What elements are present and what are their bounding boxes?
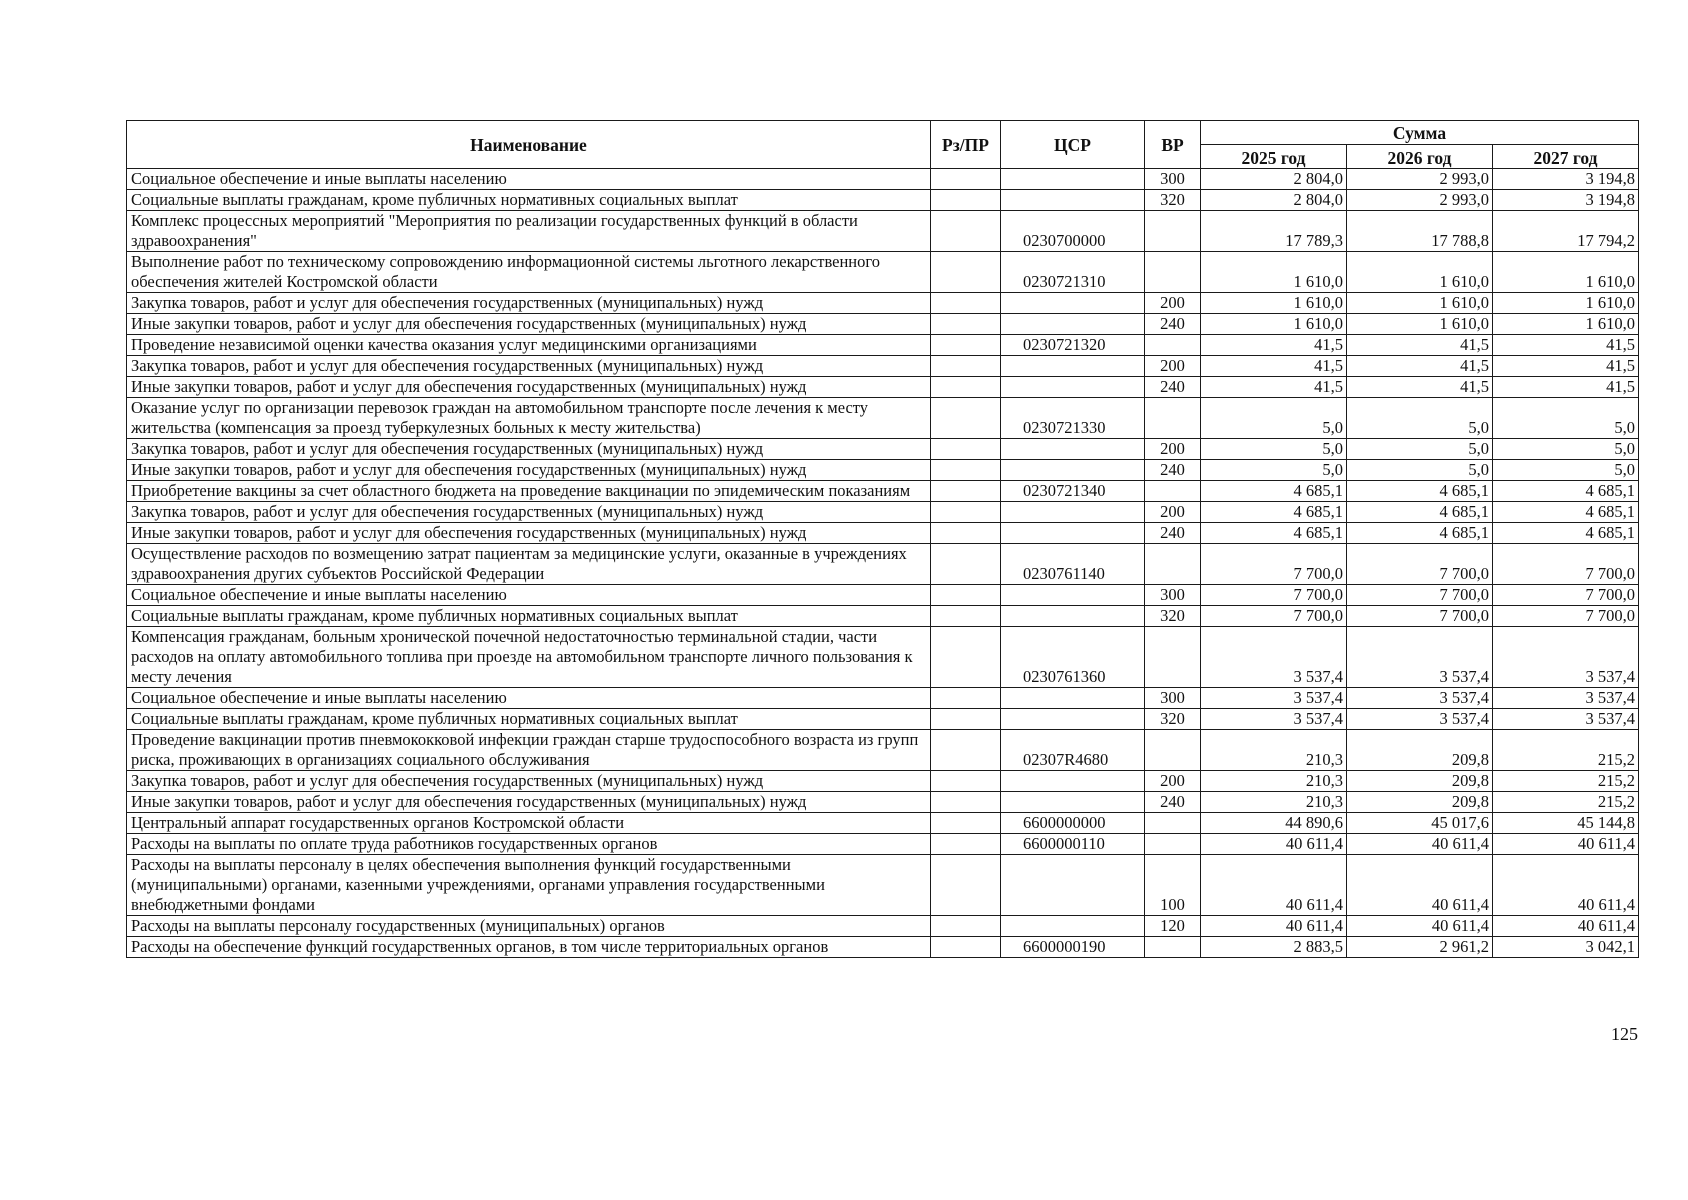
table-row [127, 937, 1639, 958]
cell-csr: 0230761360 [1001, 627, 1145, 688]
cell-csr: 0230761140 [1001, 544, 1145, 585]
cell-rz-pr [931, 190, 1001, 211]
cell-csr [1001, 792, 1145, 813]
cell-csr: 0230700000 [1001, 211, 1145, 252]
cell-csr: 0230721320 [1001, 335, 1145, 356]
cell-2026: 3 537,4 [1347, 709, 1493, 730]
cell-2025: 5,0 [1201, 439, 1347, 460]
cell-rz-pr [931, 398, 1001, 439]
header-csr: ЦСР [1001, 121, 1145, 169]
cell-rz-pr [931, 502, 1001, 523]
cell-2025: 2 804,0 [1201, 169, 1347, 190]
cell-2027: 41,5 [1493, 335, 1639, 356]
header-year-2027: 2027 год [1493, 145, 1639, 169]
table-row [127, 688, 1639, 709]
cell-2027: 5,0 [1493, 439, 1639, 460]
cell-vr [1145, 481, 1201, 502]
table-row [127, 916, 1639, 937]
cell-vr: 320 [1145, 606, 1201, 627]
cell-2026: 2 961,2 [1347, 937, 1493, 958]
cell-csr [1001, 523, 1145, 544]
table-row [127, 439, 1639, 460]
cell-2026: 40 611,4 [1347, 834, 1493, 855]
table-row [127, 252, 1639, 293]
cell-name: Закупка товаров, работ и услуг для обеспечения государственных (муниципальных) нужд [127, 502, 931, 523]
cell-2026: 4 685,1 [1347, 523, 1493, 544]
table-row [127, 544, 1639, 585]
cell-2025: 41,5 [1201, 335, 1347, 356]
cell-2026: 5,0 [1347, 460, 1493, 481]
cell-vr: 200 [1145, 293, 1201, 314]
cell-2026: 41,5 [1347, 356, 1493, 377]
cell-rz-pr [931, 730, 1001, 771]
header-year-2026: 2026 год [1347, 145, 1493, 169]
cell-2026: 2 993,0 [1347, 190, 1493, 211]
cell-2025: 3 537,4 [1201, 688, 1347, 709]
cell-vr [1145, 335, 1201, 356]
cell-2027: 4 685,1 [1493, 523, 1639, 544]
table-row [127, 211, 1639, 252]
table-row [127, 627, 1639, 688]
header-vr: ВР [1145, 121, 1201, 169]
table-row [127, 190, 1639, 211]
cell-2027: 3 537,4 [1493, 709, 1639, 730]
cell-2026: 41,5 [1347, 335, 1493, 356]
cell-csr [1001, 709, 1145, 730]
cell-2027: 40 611,4 [1493, 834, 1639, 855]
cell-vr: 100 [1145, 855, 1201, 916]
cell-2025: 41,5 [1201, 356, 1347, 377]
cell-rz-pr [931, 606, 1001, 627]
table-row [127, 293, 1639, 314]
cell-2025: 1 610,0 [1201, 252, 1347, 293]
cell-2026: 1 610,0 [1347, 314, 1493, 335]
cell-vr [1145, 813, 1201, 834]
table-row [127, 335, 1639, 356]
table-row [127, 585, 1639, 606]
cell-rz-pr [931, 627, 1001, 688]
cell-2026: 5,0 [1347, 398, 1493, 439]
cell-2027: 40 611,4 [1493, 916, 1639, 937]
cell-2025: 2 883,5 [1201, 937, 1347, 958]
cell-2027: 41,5 [1493, 356, 1639, 377]
cell-2027: 7 700,0 [1493, 544, 1639, 585]
cell-csr [1001, 771, 1145, 792]
table-row [127, 377, 1639, 398]
cell-name: Иные закупки товаров, работ и услуг для обеспечения государственных (муниципальных) нужд [127, 314, 931, 335]
cell-vr: 300 [1145, 688, 1201, 709]
cell-csr [1001, 377, 1145, 398]
cell-2027: 17 794,2 [1493, 211, 1639, 252]
cell-name: Компенсация гражданам, больным хронической почечной недостаточностью терминальной стадии, части расходов на оплату автомобильного топлива при проезде на автомобильном транспорте личного пользования к месту лечения [127, 627, 931, 688]
table-body [127, 169, 1639, 958]
cell-2025: 17 789,3 [1201, 211, 1347, 252]
table-row [127, 523, 1639, 544]
page-number: 125 [1611, 1024, 1638, 1044]
cell-rz-pr [931, 211, 1001, 252]
cell-rz-pr [931, 356, 1001, 377]
cell-name: Центральный аппарат государственных органов Костромской области [127, 813, 931, 834]
header-rz-pr: Рз/ПР [931, 121, 1001, 169]
cell-vr: 200 [1145, 502, 1201, 523]
cell-csr: 6600000110 [1001, 834, 1145, 855]
cell-2027: 45 144,8 [1493, 813, 1639, 834]
cell-2025: 4 685,1 [1201, 523, 1347, 544]
cell-vr [1145, 627, 1201, 688]
cell-csr [1001, 855, 1145, 916]
cell-vr: 240 [1145, 377, 1201, 398]
cell-2027: 3 194,8 [1493, 190, 1639, 211]
cell-name: Закупка товаров, работ и услуг для обеспечения государственных (муниципальных) нужд [127, 356, 931, 377]
cell-name: Расходы на выплаты по оплате труда работников государственных органов [127, 834, 931, 855]
header-year-2025: 2025 год [1201, 145, 1347, 169]
cell-name: Иные закупки товаров, работ и услуг для обеспечения государственных (муниципальных) нужд [127, 792, 931, 813]
cell-vr: 200 [1145, 356, 1201, 377]
cell-vr [1145, 252, 1201, 293]
cell-2025: 4 685,1 [1201, 502, 1347, 523]
cell-2025: 5,0 [1201, 460, 1347, 481]
cell-vr [1145, 730, 1201, 771]
cell-vr [1145, 834, 1201, 855]
cell-csr [1001, 169, 1145, 190]
cell-csr [1001, 293, 1145, 314]
cell-vr: 240 [1145, 314, 1201, 335]
table-row [127, 771, 1639, 792]
cell-csr [1001, 190, 1145, 211]
table-row [127, 356, 1639, 377]
cell-name: Иные закупки товаров, работ и услуг для обеспечения государственных (муниципальных) нужд [127, 460, 931, 481]
cell-csr: 0230721330 [1001, 398, 1145, 439]
cell-rz-pr [931, 523, 1001, 544]
cell-csr [1001, 439, 1145, 460]
cell-name: Приобретение вакцины за счет областного бюджета на проведение вакцинации по эпидемическим показаниям [127, 481, 931, 502]
cell-2025: 44 890,6 [1201, 813, 1347, 834]
cell-2025: 40 611,4 [1201, 916, 1347, 937]
cell-2025: 40 611,4 [1201, 855, 1347, 916]
cell-2026: 7 700,0 [1347, 585, 1493, 606]
cell-2026: 3 537,4 [1347, 688, 1493, 709]
cell-vr: 200 [1145, 771, 1201, 792]
cell-rz-pr [931, 937, 1001, 958]
cell-2027: 40 611,4 [1493, 855, 1639, 916]
cell-csr [1001, 460, 1145, 481]
cell-rz-pr [931, 169, 1001, 190]
cell-name: Расходы на обеспечение функций государственных органов, в том числе территориальных органов [127, 937, 931, 958]
table-row [127, 709, 1639, 730]
cell-rz-pr [931, 792, 1001, 813]
cell-csr [1001, 606, 1145, 627]
cell-2026: 45 017,6 [1347, 813, 1493, 834]
cell-name: Социальное обеспечение и иные выплаты населению [127, 688, 931, 709]
cell-2027: 1 610,0 [1493, 252, 1639, 293]
cell-csr [1001, 585, 1145, 606]
cell-rz-pr [931, 252, 1001, 293]
cell-name: Осуществление расходов по возмещению затрат пациентам за медицинские услуги, оказанные в учреждениях здравоохранения других субъектов Российской Федерации [127, 544, 931, 585]
cell-csr [1001, 314, 1145, 335]
cell-rz-pr [931, 688, 1001, 709]
cell-2025: 1 610,0 [1201, 314, 1347, 335]
header-sum: Сумма [1201, 121, 1639, 145]
cell-name: Социальное обеспечение и иные выплаты населению [127, 585, 931, 606]
cell-2027: 1 610,0 [1493, 314, 1639, 335]
cell-2027: 215,2 [1493, 792, 1639, 813]
cell-2026: 4 685,1 [1347, 502, 1493, 523]
table-row [127, 855, 1639, 916]
cell-rz-pr [931, 834, 1001, 855]
cell-rz-pr [931, 709, 1001, 730]
table-row [127, 314, 1639, 335]
cell-2025: 3 537,4 [1201, 627, 1347, 688]
cell-name: Расходы на выплаты персоналу государственных (муниципальных) органов [127, 916, 931, 937]
cell-csr: 02307R4680 [1001, 730, 1145, 771]
cell-name: Проведение вакцинации против пневмококковой инфекции граждан старше трудоспособного возраста из групп риска, проживающих в организациях социального обслуживания [127, 730, 931, 771]
cell-vr: 240 [1145, 523, 1201, 544]
table-header [127, 121, 1639, 169]
cell-name: Комплекс процессных мероприятий "Мероприятия по реализации государственных функций в области здравоохранения" [127, 211, 931, 252]
cell-2026: 7 700,0 [1347, 606, 1493, 627]
cell-vr: 240 [1145, 460, 1201, 481]
table-row [127, 398, 1639, 439]
cell-vr [1145, 398, 1201, 439]
cell-vr [1145, 937, 1201, 958]
cell-rz-pr [931, 813, 1001, 834]
cell-rz-pr [931, 460, 1001, 481]
cell-2026: 4 685,1 [1347, 481, 1493, 502]
cell-2026: 7 700,0 [1347, 544, 1493, 585]
cell-csr [1001, 356, 1145, 377]
cell-rz-pr [931, 439, 1001, 460]
cell-csr: 0230721310 [1001, 252, 1145, 293]
cell-2027: 5,0 [1493, 460, 1639, 481]
cell-vr: 300 [1145, 585, 1201, 606]
table-row [127, 834, 1639, 855]
cell-2025: 40 611,4 [1201, 834, 1347, 855]
cell-2026: 1 610,0 [1347, 252, 1493, 293]
cell-2027: 3 537,4 [1493, 627, 1639, 688]
cell-2027: 7 700,0 [1493, 585, 1639, 606]
cell-csr: 0230721340 [1001, 481, 1145, 502]
cell-2025: 210,3 [1201, 730, 1347, 771]
cell-csr [1001, 688, 1145, 709]
cell-name: Проведение независимой оценки качества оказания услуг медицинскими организациями [127, 335, 931, 356]
table-row [127, 813, 1639, 834]
cell-rz-pr [931, 771, 1001, 792]
cell-vr [1145, 544, 1201, 585]
cell-vr: 320 [1145, 190, 1201, 211]
cell-vr: 320 [1145, 709, 1201, 730]
cell-name: Закупка товаров, работ и услуг для обеспечения государственных (муниципальных) нужд [127, 771, 931, 792]
cell-name: Социальное обеспечение и иные выплаты населению [127, 169, 931, 190]
table-row [127, 460, 1639, 481]
table-row [127, 792, 1639, 813]
cell-name: Закупка товаров, работ и услуг для обеспечения государственных (муниципальных) нужд [127, 439, 931, 460]
cell-name: Социальные выплаты гражданам, кроме публичных нормативных социальных выплат [127, 606, 931, 627]
cell-csr: 6600000000 [1001, 813, 1145, 834]
cell-2025: 4 685,1 [1201, 481, 1347, 502]
cell-2025: 5,0 [1201, 398, 1347, 439]
cell-2026: 209,8 [1347, 771, 1493, 792]
cell-2025: 210,3 [1201, 771, 1347, 792]
cell-rz-pr [931, 585, 1001, 606]
table-row [127, 606, 1639, 627]
cell-2027: 3 042,1 [1493, 937, 1639, 958]
table-row [127, 502, 1639, 523]
cell-2027: 3 537,4 [1493, 688, 1639, 709]
table-row [127, 481, 1639, 502]
cell-csr: 6600000190 [1001, 937, 1145, 958]
cell-2026: 209,8 [1347, 792, 1493, 813]
cell-csr [1001, 502, 1145, 523]
cell-2025: 1 610,0 [1201, 293, 1347, 314]
header-name: Наименование [127, 121, 931, 169]
cell-2027: 41,5 [1493, 377, 1639, 398]
cell-2026: 41,5 [1347, 377, 1493, 398]
cell-2025: 7 700,0 [1201, 585, 1347, 606]
cell-name: Иные закупки товаров, работ и услуг для обеспечения государственных (муниципальных) нужд [127, 377, 931, 398]
cell-2025: 3 537,4 [1201, 709, 1347, 730]
cell-2027: 4 685,1 [1493, 481, 1639, 502]
cell-vr: 200 [1145, 439, 1201, 460]
cell-rz-pr [931, 335, 1001, 356]
cell-2025: 41,5 [1201, 377, 1347, 398]
cell-vr: 300 [1145, 169, 1201, 190]
cell-rz-pr [931, 916, 1001, 937]
cell-2026: 17 788,8 [1347, 211, 1493, 252]
cell-2025: 7 700,0 [1201, 544, 1347, 585]
cell-rz-pr [931, 855, 1001, 916]
cell-name: Оказание услуг по организации перевозок граждан на автомобильном транспорте после лечения к месту жительства (компенсация за проезд туберкулезных больных к месту жительства) [127, 398, 931, 439]
cell-2027: 3 194,8 [1493, 169, 1639, 190]
cell-name: Выполнение работ по техническому сопровождению информационной системы льготного лекарственного обеспечения жителей Костромской области [127, 252, 931, 293]
cell-rz-pr [931, 314, 1001, 335]
cell-2025: 2 804,0 [1201, 190, 1347, 211]
cell-rz-pr [931, 377, 1001, 398]
cell-2027: 1 610,0 [1493, 293, 1639, 314]
cell-2027: 7 700,0 [1493, 606, 1639, 627]
cell-name: Социальные выплаты гражданам, кроме публичных нормативных социальных выплат [127, 709, 931, 730]
cell-rz-pr [931, 481, 1001, 502]
table-row [127, 730, 1639, 771]
cell-2027: 215,2 [1493, 730, 1639, 771]
cell-rz-pr [931, 293, 1001, 314]
cell-2026: 2 993,0 [1347, 169, 1493, 190]
cell-vr: 120 [1145, 916, 1201, 937]
cell-name: Социальные выплаты гражданам, кроме публичных нормативных социальных выплат [127, 190, 931, 211]
table-row [127, 169, 1639, 190]
cell-2026: 209,8 [1347, 730, 1493, 771]
cell-name: Закупка товаров, работ и услуг для обеспечения государственных (муниципальных) нужд [127, 293, 931, 314]
cell-2027: 215,2 [1493, 771, 1639, 792]
cell-2026: 40 611,4 [1347, 916, 1493, 937]
cell-2025: 210,3 [1201, 792, 1347, 813]
cell-csr [1001, 916, 1145, 937]
budget-table [126, 120, 1639, 958]
cell-2026: 1 610,0 [1347, 293, 1493, 314]
cell-rz-pr [931, 544, 1001, 585]
cell-2027: 4 685,1 [1493, 502, 1639, 523]
cell-name: Иные закупки товаров, работ и услуг для обеспечения государственных (муниципальных) нужд [127, 523, 931, 544]
cell-2027: 5,0 [1493, 398, 1639, 439]
cell-2025: 7 700,0 [1201, 606, 1347, 627]
cell-vr: 240 [1145, 792, 1201, 813]
cell-name: Расходы на выплаты персоналу в целях обеспечения выполнения функций государственными (муниципальными) органами, казенными учреждениями, органами управления государственными внебюджетными фондами [127, 855, 931, 916]
cell-vr [1145, 211, 1201, 252]
cell-2026: 3 537,4 [1347, 627, 1493, 688]
cell-2026: 5,0 [1347, 439, 1493, 460]
cell-2026: 40 611,4 [1347, 855, 1493, 916]
